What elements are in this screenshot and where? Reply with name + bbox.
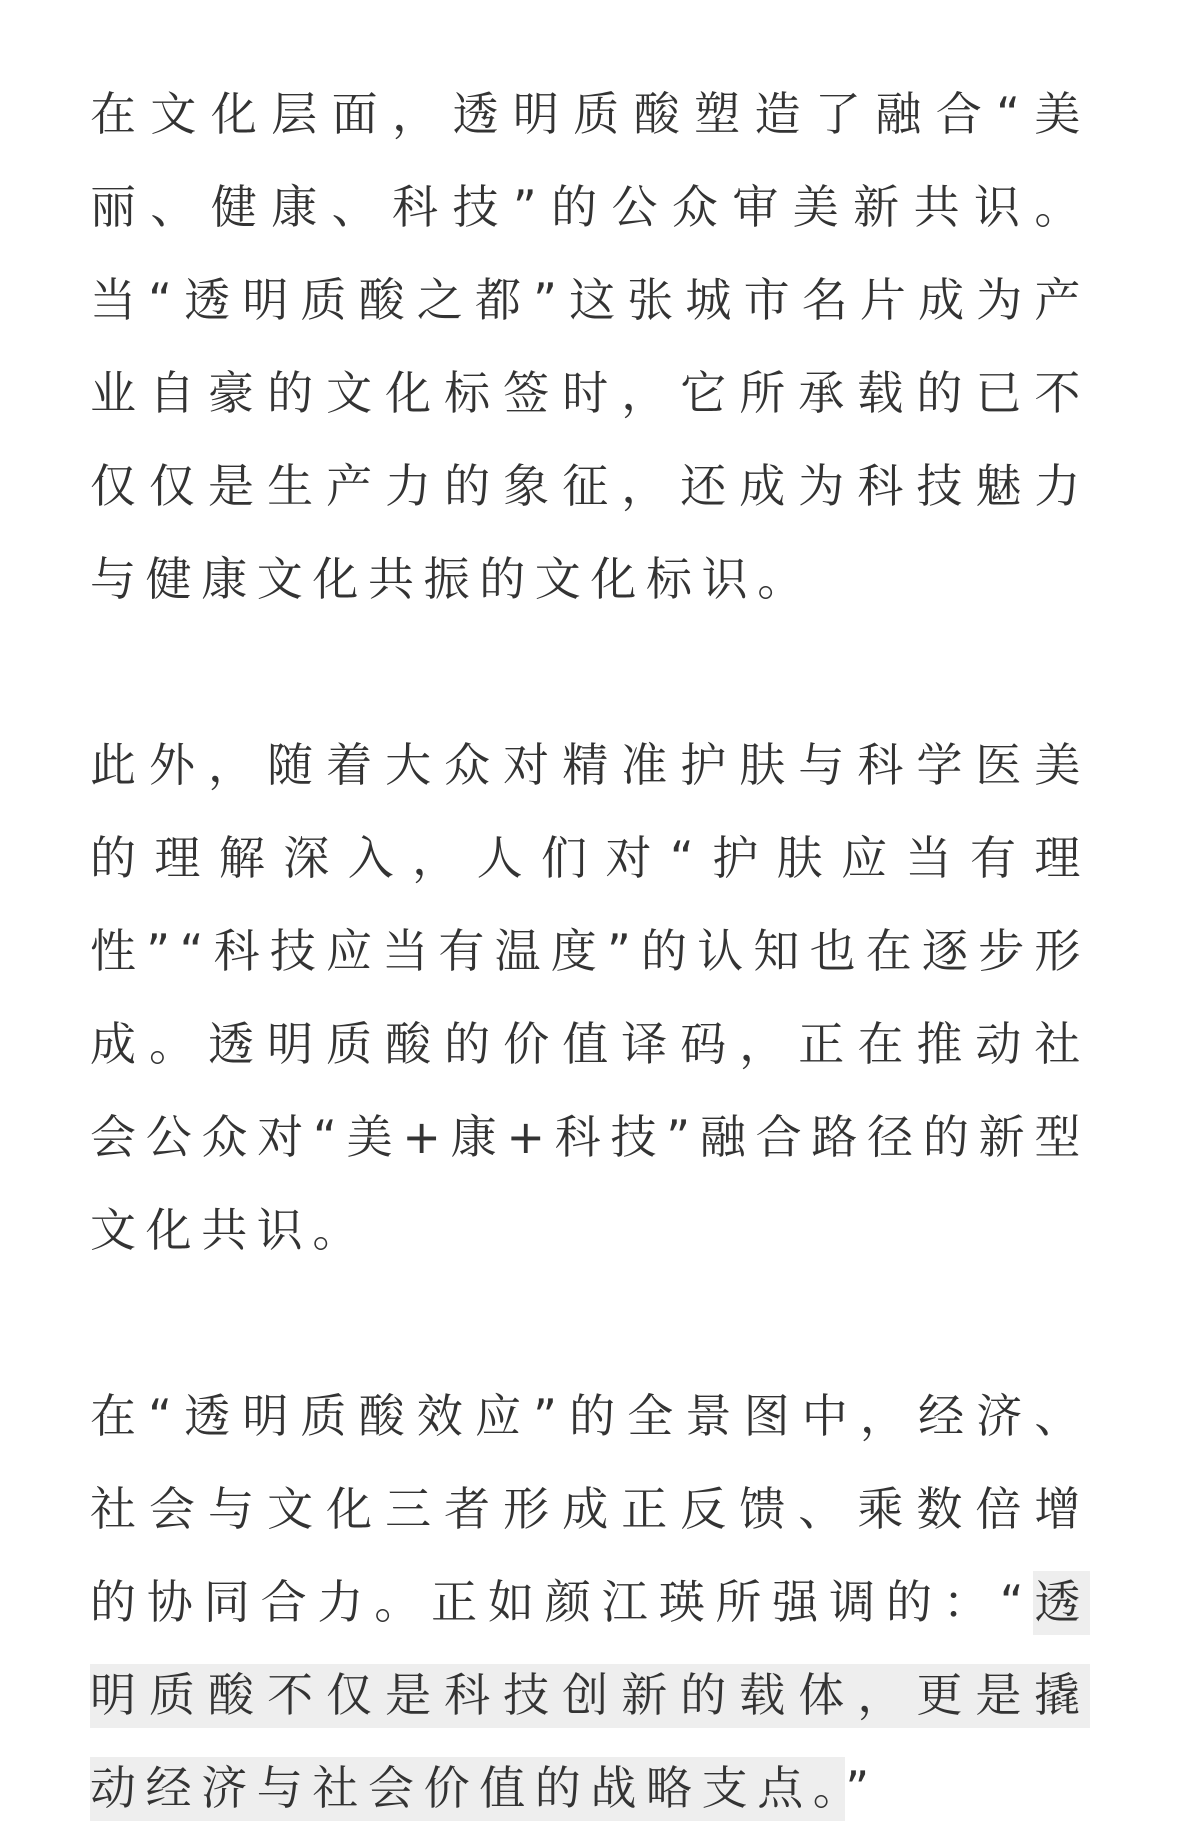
paragraph-public-awareness: 此外，随着大众对精准护肤与科学医美的理解深入，人们对“护肤应当有理性”“科技应当有温度”的认知也在逐步形成。透明质酸的价值译码，正在推动社会公众对“美+康+科技”融合路径的新型文化共识。 (90, 738, 1090, 1257)
article-body (90, 68, 1090, 1835)
closing-quote-mark: ” (845, 1761, 879, 1815)
paragraph-synergy (90, 1370, 1090, 1835)
highlighted-quote: 透明质酸不仅是科技创新的载体，更是撬动经济与社会价值的战略支点。 (90, 1571, 1090, 1821)
paragraph-culture: 在文化层面，透明质酸塑造了融合“美丽、健康、科技”的公众审美新共识。当“透明质酸之都”这张城市名片成为产业自豪的文化标签时，它所承载的已不仅仅是生产力的象征，还成为科技魅力与健康文化共振的文化标识。 (90, 87, 1090, 606)
paragraph-synergy-lead: 在“透明质酸效应”的全景图中，经济、社会与文化三者形成正反馈、乘数倍增的协同合力。正如颜江瑛所强调的：“ (90, 1389, 1090, 1629)
